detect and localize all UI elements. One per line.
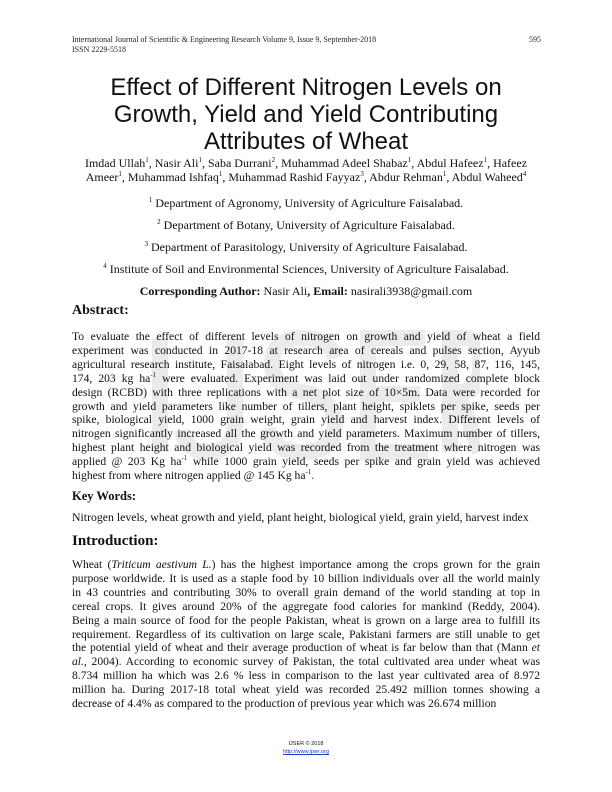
text-run: , Abdul Hafeez bbox=[411, 156, 484, 170]
title-line: Attributes of Wheat bbox=[203, 128, 409, 155]
italic-run: al. bbox=[72, 655, 84, 669]
superscript: 1 bbox=[218, 170, 223, 178]
text-run: purpose worldwide. It is used as a staple food by 10 billion individuals over all the world mainly bbox=[72, 571, 540, 585]
superscript: 1 bbox=[198, 156, 202, 164]
text-run: Ameer bbox=[85, 170, 119, 184]
superscript: 1 bbox=[145, 156, 149, 164]
text-run: decrease of 4.4% as compared to the production of previous year which was 26.674 million bbox=[72, 697, 497, 711]
text-run: agricultural research institute, Faisalabad. Eight levels of nitrogen i.e. 0, 29, 58, 87, 116, 145, bbox=[72, 357, 540, 371]
text-run: million ha. During 2017-18 total wheat yield was recorded 25.492 million tonnes showing a bbox=[72, 683, 540, 697]
text-line bbox=[72, 372, 540, 386]
affiliation-3 bbox=[0, 240, 612, 255]
text-run: Wheat ( bbox=[72, 558, 112, 571]
footer-link[interactable]: http://www.ijser.org bbox=[282, 749, 330, 755]
email: nasirali3938@gmail.com bbox=[347, 284, 473, 298]
superscript: -1 bbox=[150, 370, 157, 379]
text-line bbox=[72, 441, 540, 455]
text-line bbox=[72, 413, 540, 427]
text-run: , Saba Durrani bbox=[201, 156, 272, 170]
text-run: , 2004). According to economic survey of Pakistan, the total cultivated area under wheat was bbox=[83, 655, 540, 669]
text-run: 174, 203 kg ha bbox=[72, 371, 151, 385]
text-line bbox=[72, 655, 540, 669]
journal-header: International Journal of Scientific & Engineering Research Volume 9, Issue 9, September-2018 bbox=[72, 35, 377, 44]
superscript: 1 bbox=[407, 156, 412, 164]
text-run: ) has the highest importance among the crops grown for the grain bbox=[211, 558, 540, 571]
text-line bbox=[72, 683, 540, 697]
superscript: 1 bbox=[483, 156, 488, 164]
authors-line bbox=[72, 156, 540, 170]
text-run: while 1000 grain yield, seeds per spike and grain yield was achieved bbox=[187, 455, 540, 469]
italic-run: Triticum aestivum L. bbox=[111, 558, 212, 571]
text-line bbox=[72, 697, 540, 711]
text-line bbox=[72, 386, 540, 400]
text-line bbox=[72, 344, 540, 358]
corresponding-label: Corresponding Author: bbox=[139, 284, 261, 298]
introduction-heading: Introduction: bbox=[72, 533, 159, 549]
text-line bbox=[72, 586, 540, 600]
text-run: , Muhammad Adeel Shabaz bbox=[275, 156, 408, 170]
text-run: , Muhammad Ishfaq bbox=[121, 170, 219, 184]
email-label: , Email: bbox=[307, 284, 348, 298]
abstract-body bbox=[72, 330, 540, 483]
text-line bbox=[72, 358, 540, 372]
text-run: growth and yield parameters like number of tillers, plant height, spiklets per spike, seeds per bbox=[72, 399, 540, 413]
page-number: 595 bbox=[529, 35, 541, 44]
text-run: To evaluate the effect of different levels of nitrogen on growth and yield of wheat a field bbox=[72, 330, 540, 343]
text-run: Being a main source of food for the people Pakistan, wheat is grown on a large area to fulfill its bbox=[72, 613, 540, 627]
superscript: 4 bbox=[522, 170, 527, 178]
corresponding-author bbox=[0, 284, 612, 299]
paper-title bbox=[0, 74, 612, 155]
footer-link-wrap bbox=[0, 749, 612, 755]
italic-run: et bbox=[531, 641, 540, 655]
keywords-text: Nitrogen levels, wheat growth and yield, plant height, biological yield, grain yield, harvest index bbox=[72, 510, 529, 524]
text-run: , Nasir Ali bbox=[148, 156, 199, 170]
authors-line bbox=[72, 170, 540, 184]
affiliation-text: Institute of Soil and Environmental Sciences, University of Agriculture Faisalabad. bbox=[109, 262, 509, 276]
abstract-heading: Abstract: bbox=[72, 303, 129, 318]
superscript: 2 bbox=[271, 156, 276, 164]
text-run: spike, biological yield, 1000 grain weight, grain yield and harvest index. Different levels of bbox=[72, 413, 540, 427]
affiliation-number: 1 bbox=[148, 196, 153, 204]
text-line bbox=[72, 628, 540, 642]
text-line bbox=[72, 330, 540, 344]
text-line bbox=[72, 600, 540, 614]
text-line bbox=[72, 558, 540, 572]
text-run: , Abdul Waheed bbox=[446, 170, 523, 184]
authors bbox=[72, 156, 540, 184]
text-run: cereal crops. It gives around 20% of the aggregate food calories for mankind (Reddy, 2004). bbox=[72, 599, 540, 613]
text-run: , Muhammad Rashid Fayyaz bbox=[222, 170, 361, 184]
superscript: 3 bbox=[360, 170, 364, 178]
superscript: 1 bbox=[442, 170, 447, 178]
affiliation-4 bbox=[0, 262, 612, 277]
superscript: 1 bbox=[118, 170, 122, 178]
text-line bbox=[72, 669, 540, 683]
affiliation-2 bbox=[0, 218, 612, 233]
text-run: highest plant height and biological yield was recorded from the treatment where nitrogen was bbox=[72, 441, 540, 455]
text-line bbox=[72, 455, 540, 469]
text-line bbox=[72, 572, 540, 586]
affiliation-number: 3 bbox=[144, 240, 148, 248]
affiliation-number: 4 bbox=[103, 262, 107, 270]
text-run: highest from where nitrogen applied @ 145 Kg ha bbox=[72, 469, 306, 483]
text-run: nitrogen significantly increased all the growth and yield parameters. Maximum number of tillers, bbox=[72, 427, 540, 441]
issn: ISSN 2229-5518 bbox=[72, 45, 127, 54]
text-run: the potential yield of wheat and their average production of wheat is far below than that (Mann bbox=[72, 641, 532, 655]
corresponding-name: Nasir Ali bbox=[260, 284, 308, 298]
affiliation-number: 2 bbox=[157, 218, 161, 226]
text-line bbox=[72, 427, 540, 441]
text-line bbox=[72, 614, 540, 628]
text-line bbox=[72, 400, 540, 414]
title-line: Growth, Yield and Yield Contributing bbox=[113, 101, 499, 128]
text-line bbox=[72, 469, 540, 483]
affiliation-text: Department of Agronomy, University of Agriculture Faisalabad. bbox=[155, 196, 464, 210]
text-line bbox=[72, 641, 540, 655]
affiliation-text: Department of Botany, University of Agriculture Faisalabad. bbox=[163, 218, 455, 232]
introduction-body bbox=[72, 558, 540, 711]
text-run: 8.734 million ha which was 2.6 % less in comparison to the last year cultivated area of 8.972 bbox=[72, 669, 540, 683]
text-run: experiment was conducted in 2017-18 at research area of cereals and pulses section, Ayyub bbox=[72, 343, 540, 357]
text-run: were evaluated. Experiment was laid out under randomized complete block bbox=[156, 371, 540, 385]
footer-copyright: IJSER © 2018 bbox=[288, 741, 324, 747]
text-run: , Hafeez bbox=[487, 156, 528, 170]
affiliation-text: Department of Parasitology, University of Agriculture Faisalabad. bbox=[151, 240, 468, 254]
affiliation-1 bbox=[0, 196, 612, 211]
text-run: in 43 countries and contributing 30% to overall grain demand of the world standing at top in bbox=[72, 585, 540, 599]
text-run: design (RCBD) with three replications with a net plot size of 10×5m. Data were recorded for bbox=[72, 385, 540, 399]
text-run: requirement. Regardless of its cultivation on large scale, Pakistani farmers are still unable to get bbox=[72, 627, 540, 641]
superscript: -1 bbox=[305, 468, 312, 477]
text-run: , Abdur Rehman bbox=[363, 170, 443, 184]
title-line: Effect of Different Nitrogen Levels on bbox=[110, 74, 502, 101]
text-run: applied @ 203 Kg ha bbox=[72, 455, 182, 469]
keywords-heading: Key Words: bbox=[72, 489, 137, 503]
text-run: . bbox=[311, 469, 315, 483]
superscript: -1 bbox=[181, 454, 188, 463]
text-run: Imdad Ullah bbox=[84, 156, 146, 170]
